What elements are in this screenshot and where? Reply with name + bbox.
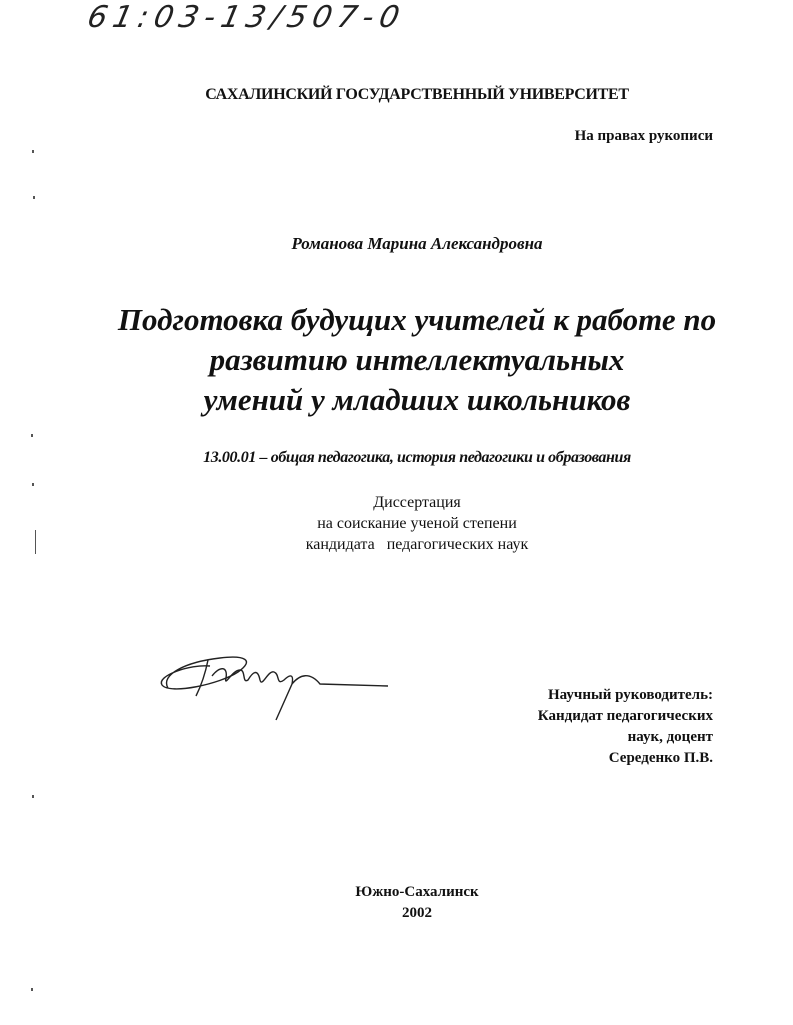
title-line: умений у младших школьников <box>203 382 631 417</box>
scan-speck <box>32 483 34 486</box>
supervisor-line: Кандидат педагогических <box>537 708 713 724</box>
university-name: САХАЛИНСКИЙ ГОСУДАРСТВЕННЫЙ УНИВЕРСИТЕТ <box>205 86 629 103</box>
scan-speck <box>32 795 34 798</box>
scan-speck <box>32 150 34 153</box>
manuscript-rights-note: На правах рукописи <box>574 128 713 144</box>
signature-image <box>150 640 400 730</box>
scientific-supervisor <box>538 685 713 769</box>
degree-line: кандидата педагогических наук <box>305 536 529 553</box>
degree-line: Диссертация <box>373 494 461 511</box>
city: Южно-Сахалинск <box>355 884 479 900</box>
specialty-code: 13.00.01 – общая педагогика, история педагогики и образования <box>203 449 631 466</box>
supervisor-line: Научный руководитель: <box>548 687 713 703</box>
author-name: Романова Марина Александровна <box>291 234 543 253</box>
supervisor-line: Середенко П.В. <box>608 750 713 766</box>
dissertation-degree <box>0 492 793 555</box>
scan-speck <box>35 530 36 554</box>
handwritten-catalog-code: 61:03-13/507-0 <box>84 0 409 35</box>
scan-speck <box>31 988 33 991</box>
degree-line: на соискание ученой степени <box>317 515 517 532</box>
scan-speck <box>31 434 33 437</box>
city-year-block <box>0 882 793 924</box>
scan-speck <box>33 196 35 199</box>
title-line: развитию интеллектуальных <box>209 342 625 377</box>
year: 2002 <box>402 905 432 921</box>
title-line: Подготовка будущих учителей к работе по <box>117 302 717 337</box>
supervisor-line: наук, доцент <box>627 729 713 745</box>
dissertation-title <box>0 300 793 420</box>
